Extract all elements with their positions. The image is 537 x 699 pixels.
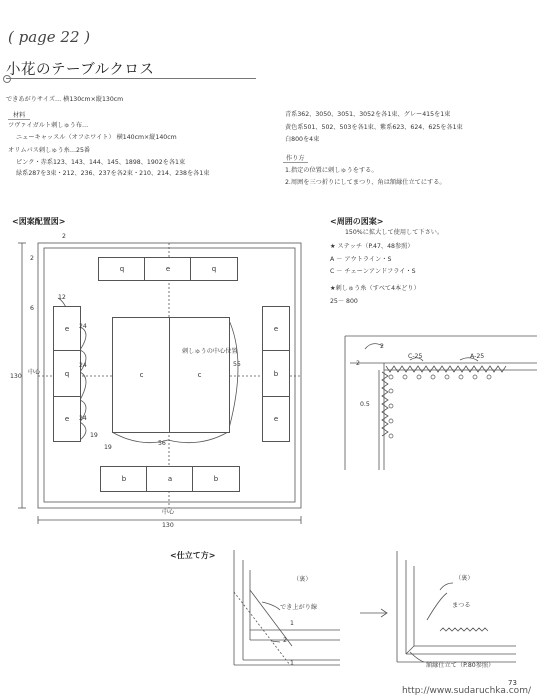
finish-dim-1-a: 1 xyxy=(290,620,294,627)
thread-line-2: 緑系287を3束・212、236、237を各2束・210、214、238を各1束 xyxy=(16,170,210,177)
motif-e-right-top: e xyxy=(262,306,290,352)
dim-24-b: 24 xyxy=(79,362,87,369)
motif-e-left-bottom: e xyxy=(53,396,81,442)
thread-label: オリムパス刺しゅう糸…25番 xyxy=(8,147,91,154)
center-note-label: 刺しゅうの中心位置 xyxy=(182,348,238,355)
materials-heading: 材料 xyxy=(8,110,30,120)
dim-130-left: 130 xyxy=(10,373,22,380)
finishing-heading: <仕立て方> xyxy=(170,551,216,560)
motif-a-bottom-center: a xyxy=(146,466,194,492)
motif-e-top-center: e xyxy=(144,257,192,281)
border-pattern-note: 150%に拡大して使用して下さい。 xyxy=(345,229,444,236)
method-heading: 作り方 xyxy=(283,153,308,163)
stitch-a-text: A － アウトライン・S xyxy=(330,256,392,263)
thread-line-1: ピンク・赤系123、143、144、145、1898、1902を各1束 xyxy=(16,159,186,166)
dim-2-top: 2 xyxy=(62,233,66,240)
page-number-label: ( page 22 ) xyxy=(8,28,91,46)
dim-56: 56 xyxy=(158,440,166,447)
center-label-left: 中心 xyxy=(28,369,41,376)
finish-dim-1-b: 1 xyxy=(290,660,294,667)
border-label-c25: C-25 xyxy=(408,353,423,360)
watermark-url[interactable]: http://www.sudaruchka.com/ xyxy=(401,686,531,696)
border-label-a25: A-25 xyxy=(470,353,485,360)
stitch-heading: ★ ステッチ（P.47、48参照） xyxy=(330,243,414,250)
layout-diagram-heading: <図案配置図> xyxy=(12,217,66,226)
matsuru-label: まつる xyxy=(452,602,471,609)
back-side-label-right: （裏） xyxy=(455,575,474,582)
fold-line-label: でき上がり線 xyxy=(280,604,318,611)
border-pattern-heading: <周囲の図案> xyxy=(330,217,384,226)
fabric-detail-text: ニューキャッスル（オフホワイト） 横140cm×縦140cm xyxy=(16,134,177,141)
thread-line-4: 黄色系501、502、503を各1束、紫系623、624、625を各1束 xyxy=(285,124,463,131)
dim-55: 55 xyxy=(233,361,241,368)
fabric-text: ツヴァイガルト刺しゅう布… xyxy=(8,122,89,129)
method-step-1: 1.指定の位置に刺しゅうをする。 xyxy=(285,167,378,174)
method-step-2: 2.周囲を三つ折りにしてまつり、角は額縁仕立てにする。 xyxy=(285,179,446,186)
border-dim-0-5: 0.5 xyxy=(360,401,370,408)
thread-heading: ★刺しゅう糸（すべて4本どり） xyxy=(330,285,420,292)
dim-24-c: 24 xyxy=(79,415,87,422)
motif-q-top-left: q xyxy=(98,257,146,281)
border-dim-2-a: 2 xyxy=(380,343,384,350)
back-side-label: （裏） xyxy=(293,576,312,583)
dim-2-side: 2 xyxy=(30,255,34,262)
finish-dim-2: 2 xyxy=(283,637,287,644)
stitch-c-text: C － チェーンアンドフライ・S xyxy=(330,268,416,275)
motif-b-bottom-left: b xyxy=(100,466,148,492)
dim-12: 12 xyxy=(58,294,66,301)
thread-line-5: 白800を4束 xyxy=(285,136,320,143)
motif-q-left-mid: q xyxy=(53,350,81,398)
page-title: 小花のテーブルクロス xyxy=(6,62,155,78)
motif-e-right-bottom: e xyxy=(262,396,290,442)
motif-c-center-left: c xyxy=(112,317,171,433)
dim-130-bottom: 130 xyxy=(162,522,174,529)
border-dim-2-b: 2 xyxy=(356,360,360,367)
size-text: できあがりサイズ… 横130cm×縦130cm xyxy=(6,96,124,103)
motif-c-center-right: c xyxy=(169,317,230,433)
dim-19-b: 19 xyxy=(104,444,112,451)
center-label-bottom: 中心 xyxy=(162,509,175,516)
dim-24-a: 24 xyxy=(79,323,87,330)
page-footer-number: 73 xyxy=(508,679,517,687)
motif-b-bottom-right: b xyxy=(192,466,240,492)
thread-value: 25－ 800 xyxy=(330,298,358,305)
thread-line-3: 青系362、3050、3051、3052を各1束、グレー415を1束 xyxy=(285,111,451,118)
motif-e-left-top: e xyxy=(53,306,81,352)
frame-finish-note: 額縁仕立て（P.80参照） xyxy=(426,662,495,669)
motif-q-top-right: q xyxy=(190,257,238,281)
dim-6: 6 xyxy=(30,305,34,312)
motif-b-right-mid: b xyxy=(262,350,290,398)
dim-19-a: 19 xyxy=(90,432,98,439)
